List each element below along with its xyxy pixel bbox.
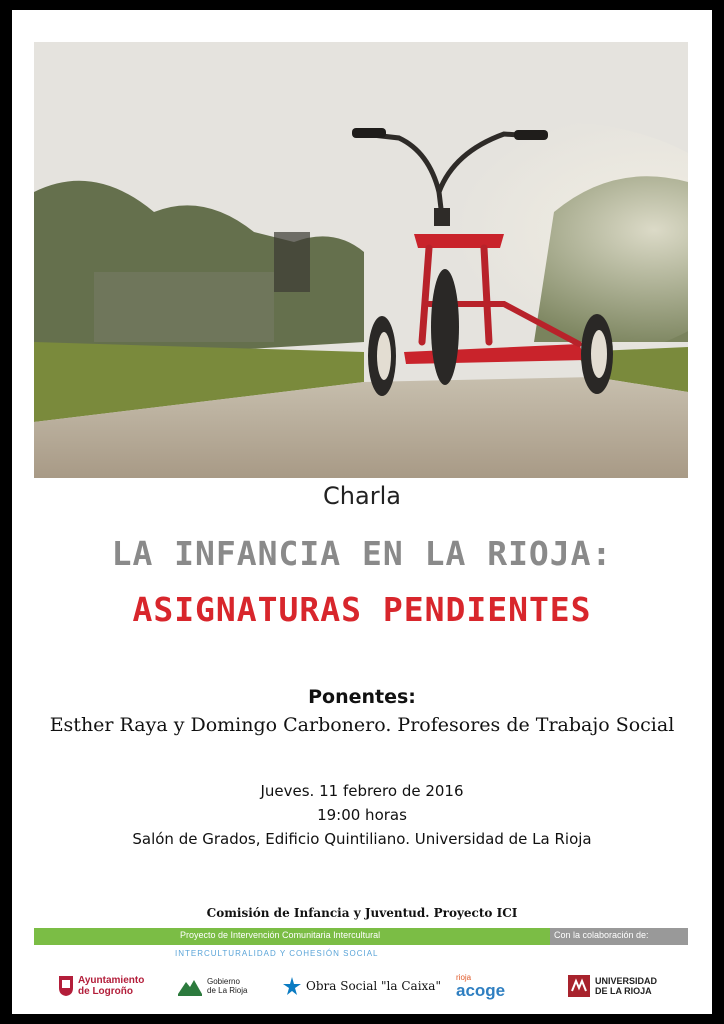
- event-date: Jueves. 11 febrero de 2016: [260, 782, 464, 800]
- speakers-heading: Ponentes:: [308, 686, 416, 708]
- logo-obra-social: [282, 970, 441, 1002]
- collaboration-bar: [550, 928, 688, 945]
- rioja-acoge-text: acoge: [456, 980, 506, 1000]
- tricycle-photo: [34, 42, 688, 478]
- logo-rioja-acoge: [456, 970, 505, 1002]
- gobierno-line1: Gobierno: [207, 977, 240, 986]
- tagline: INTERCULTURALIDAD Y COHESIÓN SOCIAL: [175, 949, 379, 958]
- universidad-emblem-icon: [568, 975, 590, 997]
- la-caixa-star-icon: [282, 976, 302, 996]
- rioja-acoge-small: rioja: [456, 972, 472, 982]
- gobierno-line2: de La Rioja: [207, 986, 248, 995]
- logo-universidad: [568, 970, 657, 1002]
- event-time: 19:00 horas: [317, 806, 407, 824]
- organizer-text: Comisión de Infancia y Juventud. Proyecto ICI: [206, 906, 518, 920]
- project-bar-text: Proyecto de Intervención Comunitaria Intercultural: [180, 930, 381, 940]
- tricycle-illustration: [34, 42, 688, 478]
- event-type-label: Charla: [323, 482, 401, 510]
- ayuntamiento-line2: de Logroño: [78, 986, 133, 997]
- universidad-line2: DE LA RIOJA: [595, 986, 652, 996]
- gobierno-mountain-icon: [178, 976, 202, 996]
- logo-gobierno: [178, 970, 247, 1002]
- obra-social-text: Obra Social "la Caixa": [306, 979, 441, 993]
- poster: [12, 10, 712, 1014]
- project-bar: [34, 928, 688, 945]
- logo-ayuntamiento: [58, 970, 144, 1002]
- ayuntamiento-line1: Ayuntamiento: [78, 975, 145, 986]
- title-line-2: ASIGNATURAS PENDIENTES: [132, 590, 592, 629]
- collaboration-text: Con la colaboración de:: [554, 930, 649, 940]
- universidad-line1: UNIVERSIDAD: [595, 976, 658, 986]
- ayuntamiento-shield-icon: [58, 975, 74, 997]
- event-venue: Salón de Grados, Edificio Quintiliano. Universidad de La Rioja: [132, 830, 592, 848]
- speakers-names: Esther Raya y Domingo Carbonero. Profesores de Trabajo Social: [49, 714, 675, 736]
- title-line-1: LA INFANCIA EN LA RIOJA:: [111, 534, 613, 573]
